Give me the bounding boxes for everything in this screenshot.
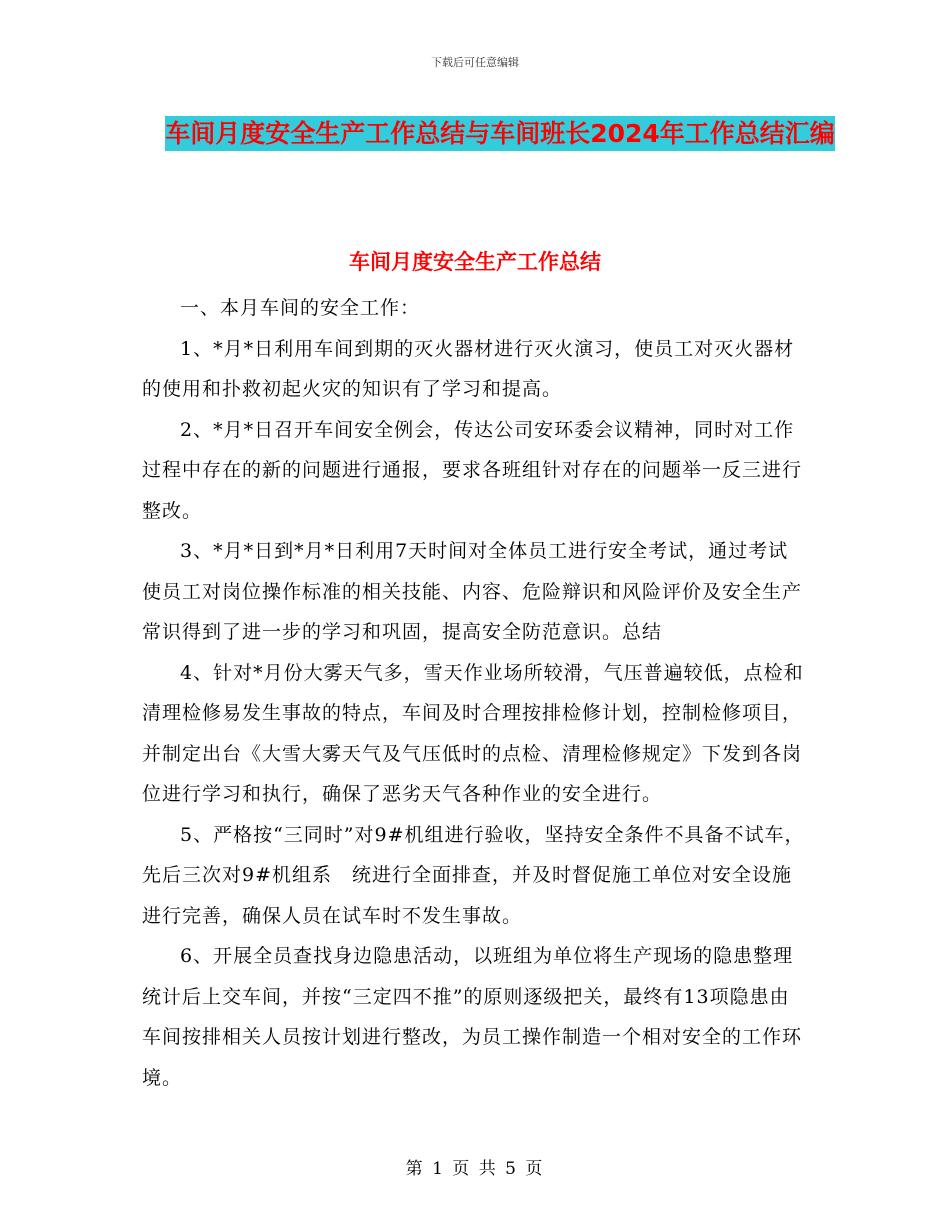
document-body: [142, 288, 806, 1098]
paragraph-item-3: 3、*月*日到*月*日利用7天时间对全体员工进行安全考试，通过考试使员工对岗位操作标准的相关技能、内容、危险辩识和风险评价及安全生产常识得到了进一步的学习和巩固，提高安全防范意识。总结: [142, 540, 803, 643]
page-header-note: 下载后可任意编辑: [431, 56, 519, 69]
paragraph-item-4: 4、针对*月份大雾天气多，雪天作业场所较滑，气压普遍较低，点检和清理检修易发生事故的特点，车间及时合理按排检修计划，控制检修项目，并制定出台《大雪大雾天气及气压低时的点检、清理检修规定》下发到各岗位进行学习和执行，确保了恶劣天气各种作业的安全进行。: [142, 661, 804, 805]
paragraph-item-6: 6、开展全员查找身边隐患活动，以班组为单位将生产现场的隐患整理统计后上交车间，并按“三定四不推”的原则逐级把关，最终有13项隐患由车间按排相关人员按计划进行整改，为员工操作制造一个相对安全的工作环境。: [142, 945, 803, 1089]
document-title-text: 车间月度安全生产工作总结与车间班长2024年工作总结汇编: [165, 116, 835, 151]
section-title: 车间月度安全生产工作总结: [349, 250, 601, 274]
paragraph-heading: 一、本月车间的安全工作：: [180, 297, 421, 319]
paragraph-item-2: 2、*月*日召开车间安全例会，传达公司安环委会议精神，同时对工作过程中存在的新的问题进行通报，要求各班组针对存在的问题举一反三进行整改。: [142, 418, 803, 522]
page-number: 第 1 页 共 5 页: [405, 1159, 545, 1179]
document-title: [140, 108, 860, 160]
paragraph-item-5: 5、严格按“三同时”对9#机组进行验收，坚持安全条件不具备不试车，先后三次对9#机组系 统进行全面排查，并及时督促施工单位对安全设施进行完善，确保人员在试车时不发生事故。: [142, 823, 805, 927]
paragraph-item-1: 1、*月*日利用车间到期的灭火器材进行灭火演习，使员工对灭火器材的使用和扑救初起火灾的知识有了学习和提高。: [142, 337, 795, 400]
